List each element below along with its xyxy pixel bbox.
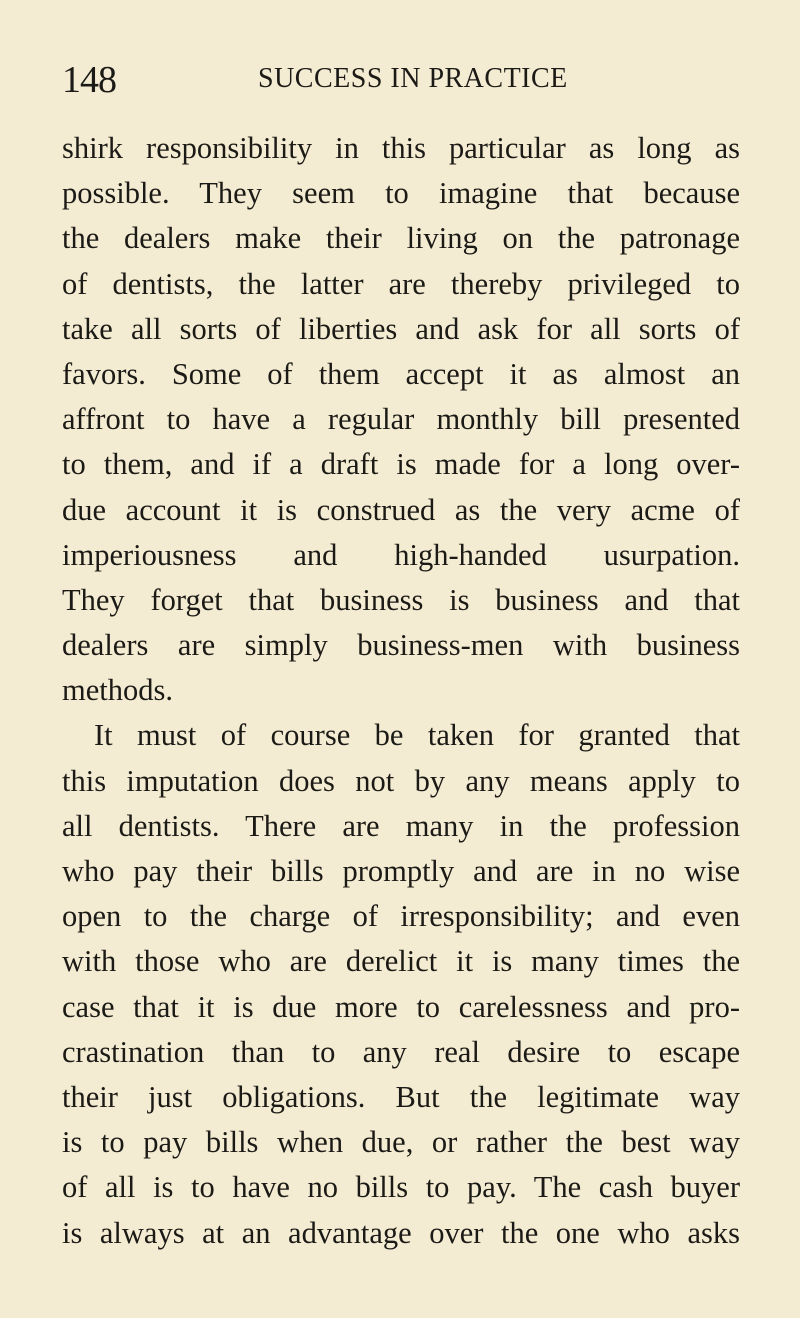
text-line: possible. They seem to imagine that because (62, 176, 740, 211)
text-line: of dentists, the latter are thereby privileged to (62, 266, 740, 301)
text-line: who pay their bills promptly and are in no wise (62, 854, 740, 888)
text-line: due account it is construed as the very acme of (62, 492, 740, 527)
page-number: 148 (62, 59, 116, 101)
text-line: is always at an advantage over the one who asks (62, 1215, 740, 1250)
text-line: is to pay bills when due, or rather the best way (62, 1125, 740, 1160)
text-line: It must of course be taken for granted that (94, 718, 740, 753)
text-line: favors. Some of them accept it as almost an (62, 356, 740, 391)
text-line: all dentists. There are many in the profession (62, 808, 740, 843)
text-line: crastination than to any real desire to escape (62, 1034, 740, 1069)
page-header (62, 58, 752, 101)
text-line: imperiousness and high-handed usurpation. (62, 537, 740, 572)
text-line: dealers are simply business-men with business (62, 628, 740, 663)
text-line: with those who are derelict it is many times the (62, 944, 740, 979)
text-line: take all sorts of liberties and ask for all sorts of (62, 311, 740, 346)
text-line: to them, and if a draft is made for a long over- (62, 447, 740, 482)
text-line: their just obligations. But the legitimate way (62, 1079, 740, 1114)
text-line: case that it is due more to carelessness and pro- (62, 989, 740, 1024)
text-line: methods. (62, 673, 173, 708)
text-line: affront to have a regular monthly bill presented (62, 402, 740, 437)
text-line: this imputation does not by any means apply to (62, 763, 740, 798)
text-line: of all is to have no bills to pay. The cash buyer (62, 1170, 740, 1205)
text-line: open to the charge of irresponsibility; and even (62, 899, 740, 934)
text-line: shirk responsibility in this particular as long as (62, 131, 740, 165)
body-text (62, 126, 740, 1256)
running-head: SUCCESS IN PRACTICE (258, 63, 568, 94)
text-line: They forget that business is business and that (62, 582, 740, 617)
text-line: the dealers make their living on the patronage (62, 221, 740, 256)
